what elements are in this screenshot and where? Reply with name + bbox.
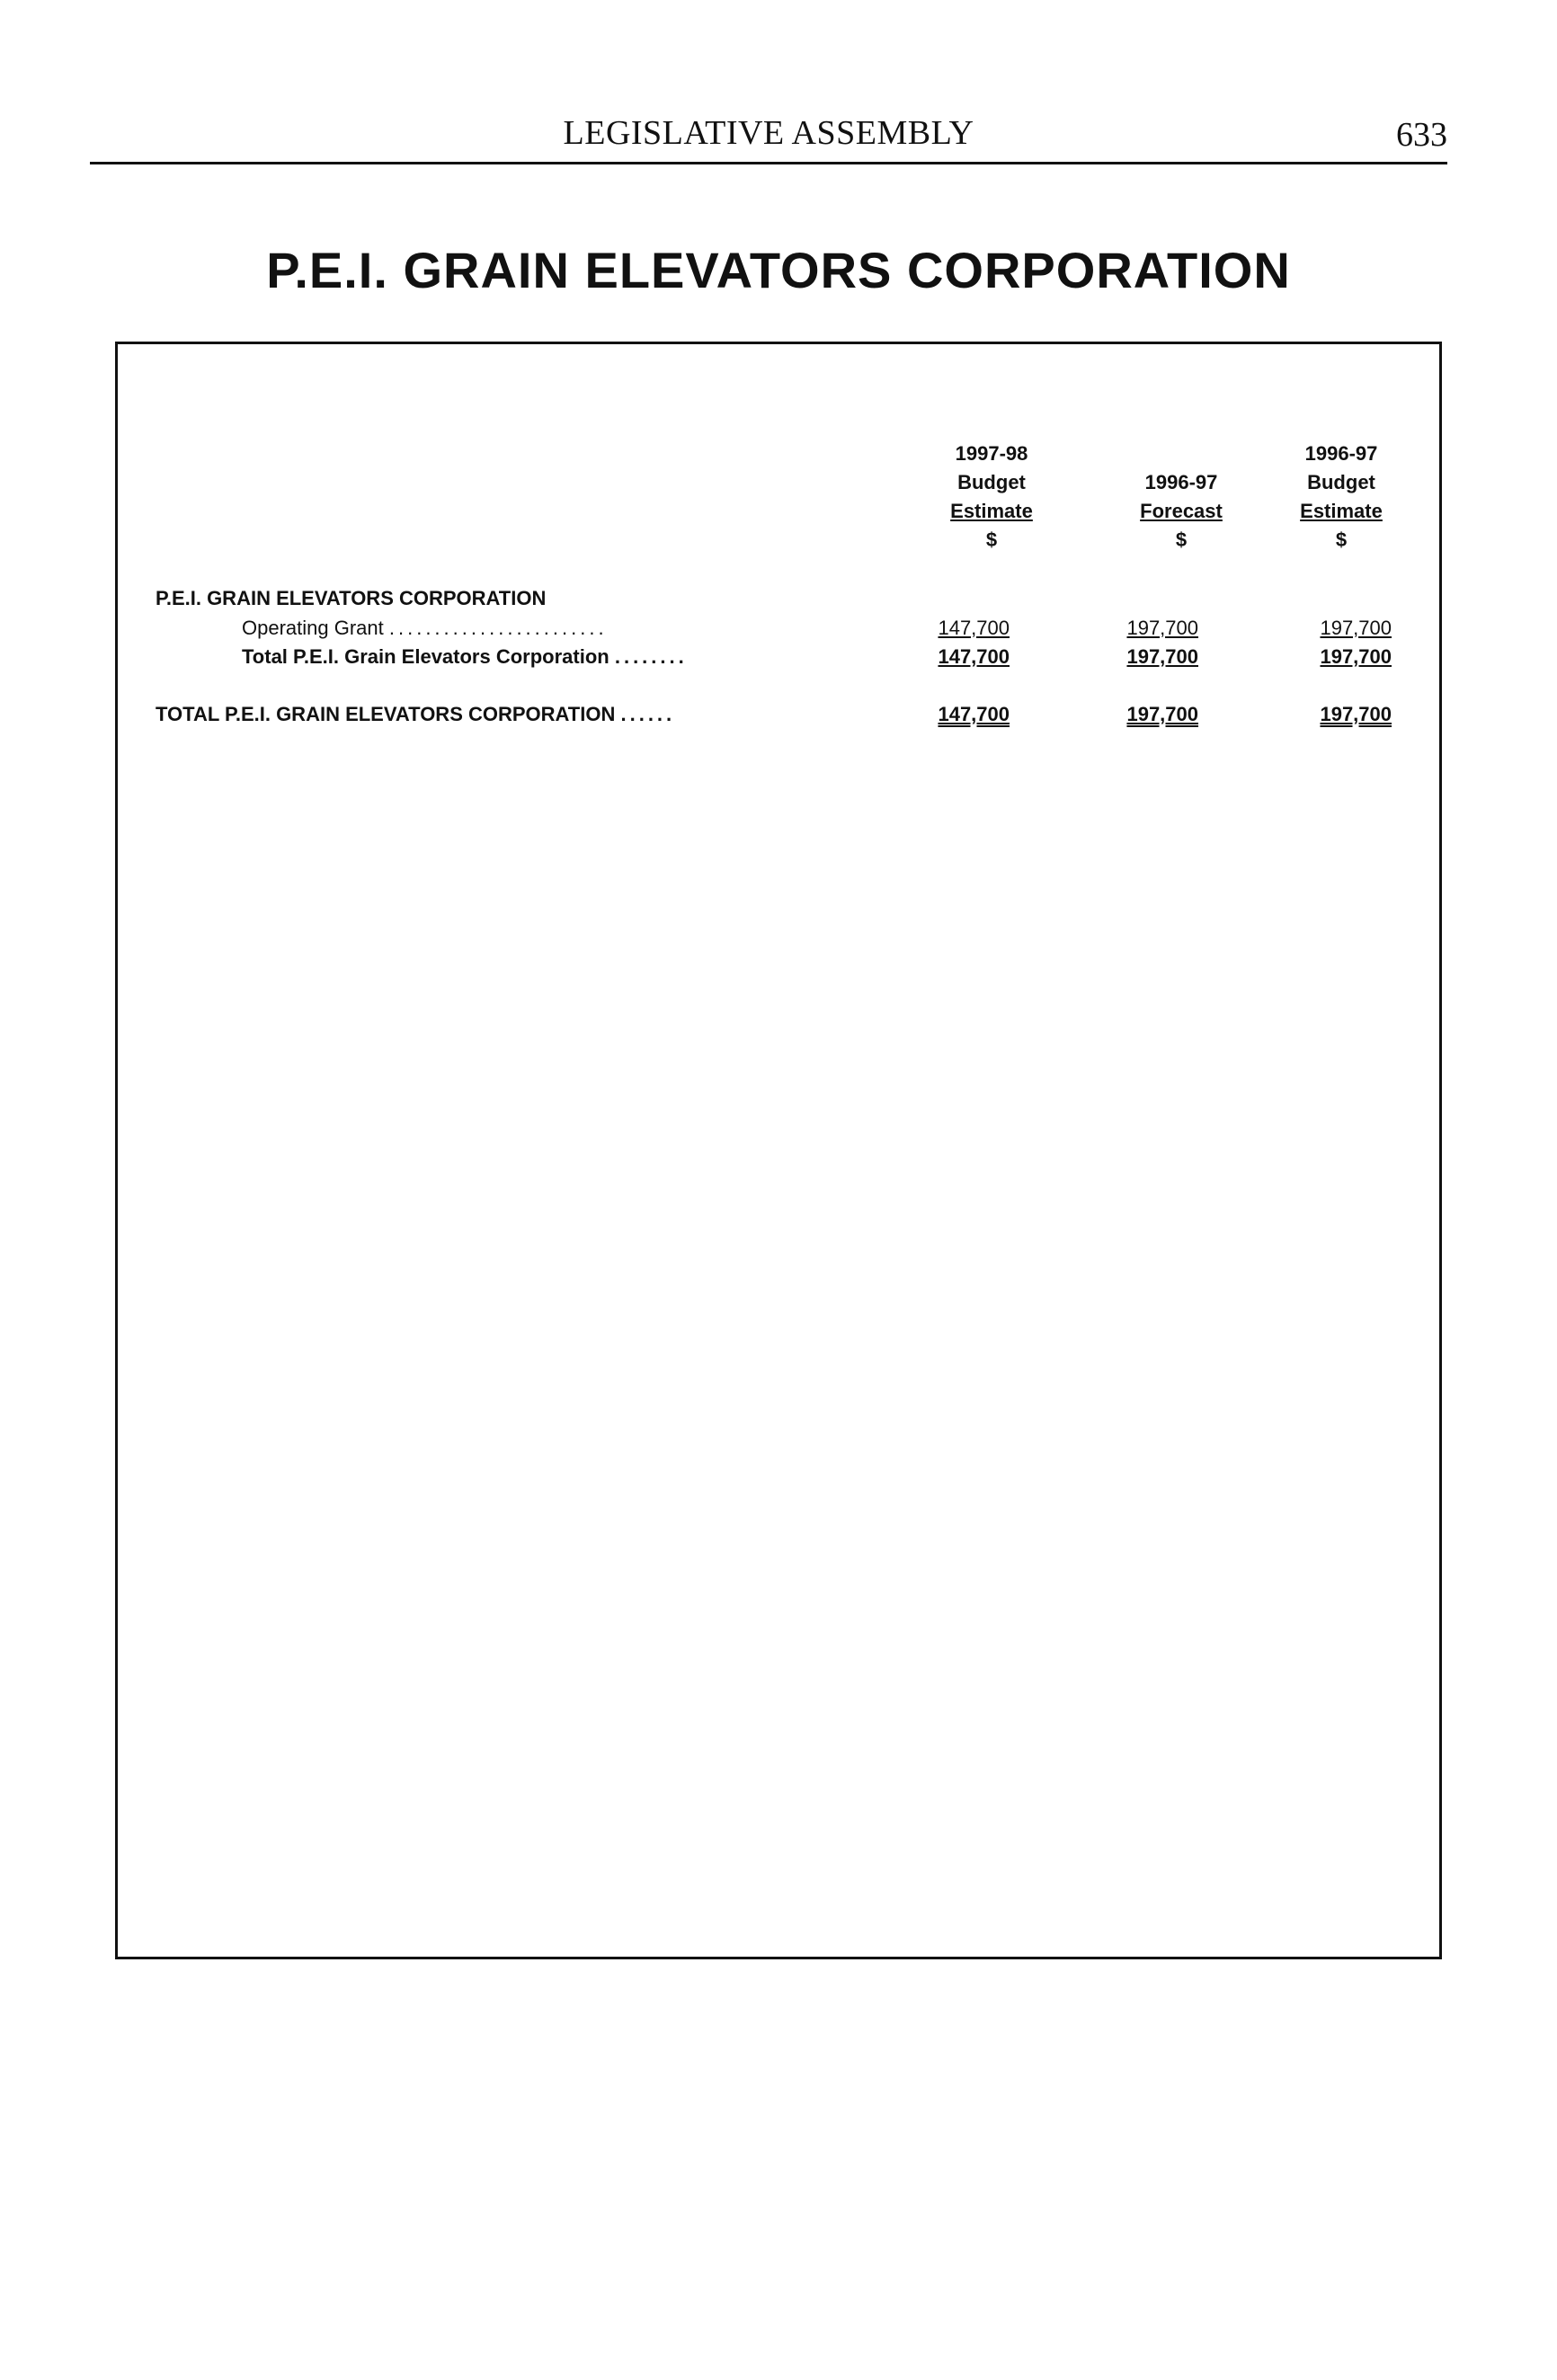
- section-heading: P.E.I. GRAIN ELEVATORS CORPORATION: [156, 587, 547, 609]
- column-header-1996-97-estimate: [1242, 440, 1440, 555]
- column-header-line: 1997-98: [955, 442, 1028, 465]
- table-cell-value: 147,700: [938, 617, 1010, 639]
- table-cell-value: 197,700: [1126, 617, 1198, 639]
- table-cell-value: 197,700: [1126, 645, 1198, 668]
- column-header-line: Forecast: [1140, 500, 1223, 522]
- running-title: LEGISLATIVE ASSEMBLY: [563, 114, 974, 152]
- budget-table: [118, 344, 1439, 1957]
- page-title: P.E.I. GRAIN ELEVATORS CORPORATION: [266, 242, 1291, 298]
- column-header-1997-98-estimate: [893, 440, 1090, 555]
- column-header-line: 1996-97: [1144, 471, 1218, 493]
- grand-total-value: 197,700: [1126, 703, 1198, 725]
- column-header-line: $: [1335, 528, 1348, 551]
- table-cell-value: 147,700: [938, 645, 1010, 668]
- page-number: 633: [1396, 116, 1447, 154]
- row-label-text: Operating Grant: [242, 617, 384, 639]
- column-header-line: $: [985, 528, 998, 551]
- grand-total-value: 147,700: [938, 703, 1010, 725]
- column-header-line: 1996-97: [1304, 442, 1378, 465]
- leader-dots: ........................: [388, 617, 608, 639]
- column-header-line: Estimate: [950, 500, 1033, 522]
- running-head: [90, 106, 1447, 164]
- grand-total-value: 197,700: [1320, 703, 1392, 725]
- table-cell-value: 197,700: [1320, 645, 1392, 668]
- column-header-line: Estimate: [1300, 500, 1383, 522]
- table-cell-value: 197,700: [1320, 617, 1392, 639]
- grand-total-label: [156, 703, 929, 726]
- leader-dots: ........: [614, 645, 688, 668]
- table-frame: [115, 342, 1442, 1959]
- column-header-line: Budget: [957, 471, 1026, 493]
- leader-dots: ......: [620, 703, 676, 725]
- column-header-line: Budget: [1307, 471, 1375, 493]
- column-header-line: $: [1175, 528, 1188, 551]
- row-label-text: Total P.E.I. Grain Elevators Corporation: [242, 645, 609, 668]
- row-label-text: TOTAL P.E.I. GRAIN ELEVATORS CORPORATION: [156, 703, 616, 725]
